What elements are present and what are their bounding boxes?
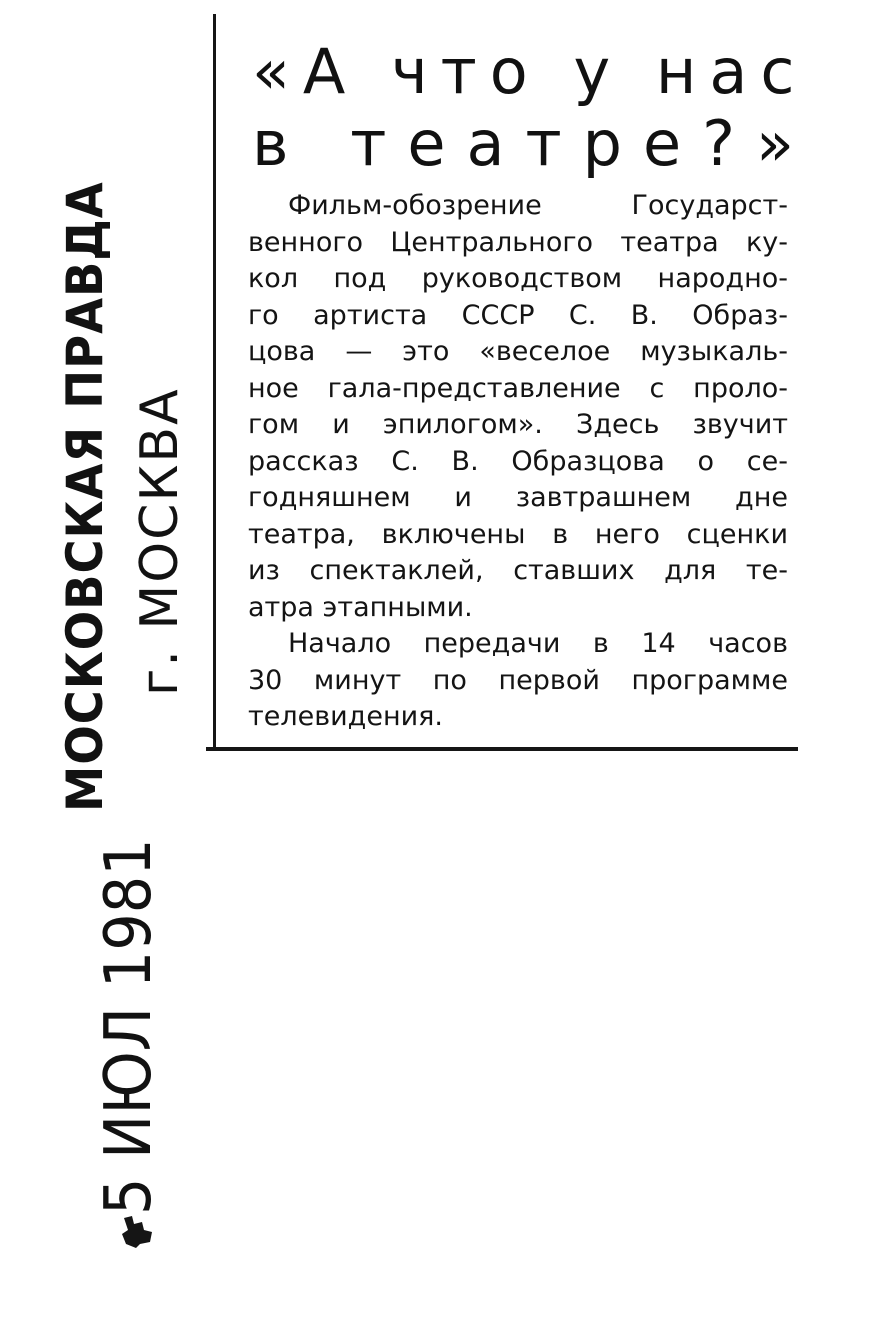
headline-line-2: в театре?»: [252, 107, 815, 180]
body-line: годняшнем и завтрашнем дне: [248, 482, 788, 513]
body-line: рассказ С. В. Образцова о се-: [248, 445, 788, 477]
body-line: телевидения.: [248, 701, 443, 732]
newspaper-name-stamp: МОСКОВСКАЯ ПРАВДА: [56, 181, 114, 812]
body-line: атра этапными.: [248, 591, 473, 623]
city-stamp: г. МОСКВА: [130, 387, 190, 696]
body-line: цова — это «веселое музыкаль-: [248, 336, 788, 367]
body-line: театра, включены в него сценки: [248, 518, 788, 550]
date-stamp: 5 ИЮЛ 1981: [92, 838, 166, 1215]
body-line: из спектаклей, ставших для те-: [248, 555, 788, 586]
body-line: Начало передачи в 14 часов: [288, 628, 788, 659]
body-line: венного Центрального театра ку-: [248, 226, 788, 258]
body-line: ное гала-представление с проло-: [248, 372, 788, 404]
clipping-bottom-border: [206, 747, 798, 751]
body-line: Фильм-обозрение Государст-: [288, 190, 788, 221]
headline-line-1: «А что у нас: [252, 35, 808, 108]
clipping-left-border: [213, 14, 216, 748]
body-line: го артиста СССР С. В. Образ-: [248, 299, 788, 331]
body-line: кол под руководством народно-: [248, 263, 788, 294]
body-line: 30 минут по первой программе: [248, 664, 788, 696]
article-body: [248, 188, 788, 736]
body-line: гом и эпилогом». Здесь звучит: [248, 409, 788, 440]
ink-blot-icon: [118, 1214, 158, 1250]
article-headline: [252, 35, 815, 180]
